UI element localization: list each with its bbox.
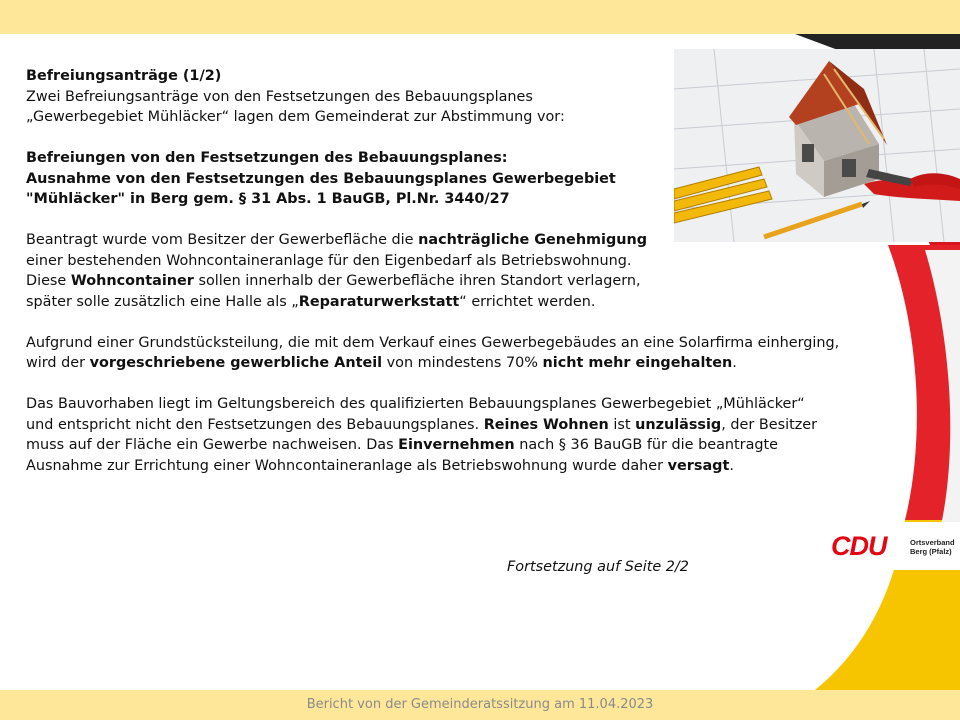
section-title-line: "Mühläcker" in Berg gem. § 31 Abs. 1 BauGB, Pl.Nr. 3440/27 — [26, 191, 510, 207]
paragraph-decision: Das Bauvorhaben liegt im Geltungsbereich des qualifizierten Bebauungsplanes Gewerbegebiet „Mühläcker“ und entspricht nicht den Festsetzungen des Bebauungsplanes. Reines Wohnen ist unzulässig, der Besitzer muss auf der Fläche ein Gewerbe nachweisen. Das Einvernehmen nach § 36 BauGB für die beantragte Ausnahme zur Errichtung einer Wohncontaineranlage als Betriebswohnung wurde daher versagt. — [26, 396, 818, 474]
cdu-logo-line1: Ortsverband — [910, 538, 955, 547]
paragraph-application: Beantragt wurde vom Besitzer der Gewerbefläche die nachträgliche Genehmigung einer bestehenden Wohncontaineranlage für den Eigenbedarf als Betriebswohnung. Diese Wohncontainer sollen innerhalb der Gewerbefläche ihren Standort verlagern, später solle zusätzlich eine Halle als „Reparaturwerkstatt“ errichtet werden. — [26, 232, 648, 310]
intro-line: Zwei Befreiungsanträge von den Festsetzungen des Bebauungsplanes — [26, 88, 533, 105]
cdu-logo-wordmark: CDU — [831, 531, 887, 561]
slide-heading: Befreiungsanträge (1/2) — [26, 68, 222, 84]
main-text — [26, 66, 896, 497]
section-title-line: Befreiungen von den Festsetzungen des Bebauungsplanes: — [26, 150, 508, 166]
footer-text: Bericht von der Gemeinderatssitzung am 11.04.2023 — [306, 697, 654, 712]
cdu-logo — [828, 522, 960, 570]
intro-line: „Gewerbegebiet Mühläcker“ lagen dem Gemeinderat zur Abstimmung vor: — [26, 109, 565, 125]
paragraph-division: Aufgrund einer Grundstücksteilung, die mit dem Verkauf eines Gewerbegebäudes an eine Solarfirma einherging, wird der vorgeschriebene gewerbliche Anteil von mindestens 70% nicht mehr eingehalten. — [26, 334, 840, 371]
continuation-note: Fortsetzung auf Seite 2/2 — [507, 559, 689, 575]
section-title-line: Ausnahme von den Festsetzungen des Bebauungsplanes Gewerbegebiet — [26, 170, 616, 187]
cdu-logo-line2: Berg (Pfalz) — [910, 547, 952, 556]
